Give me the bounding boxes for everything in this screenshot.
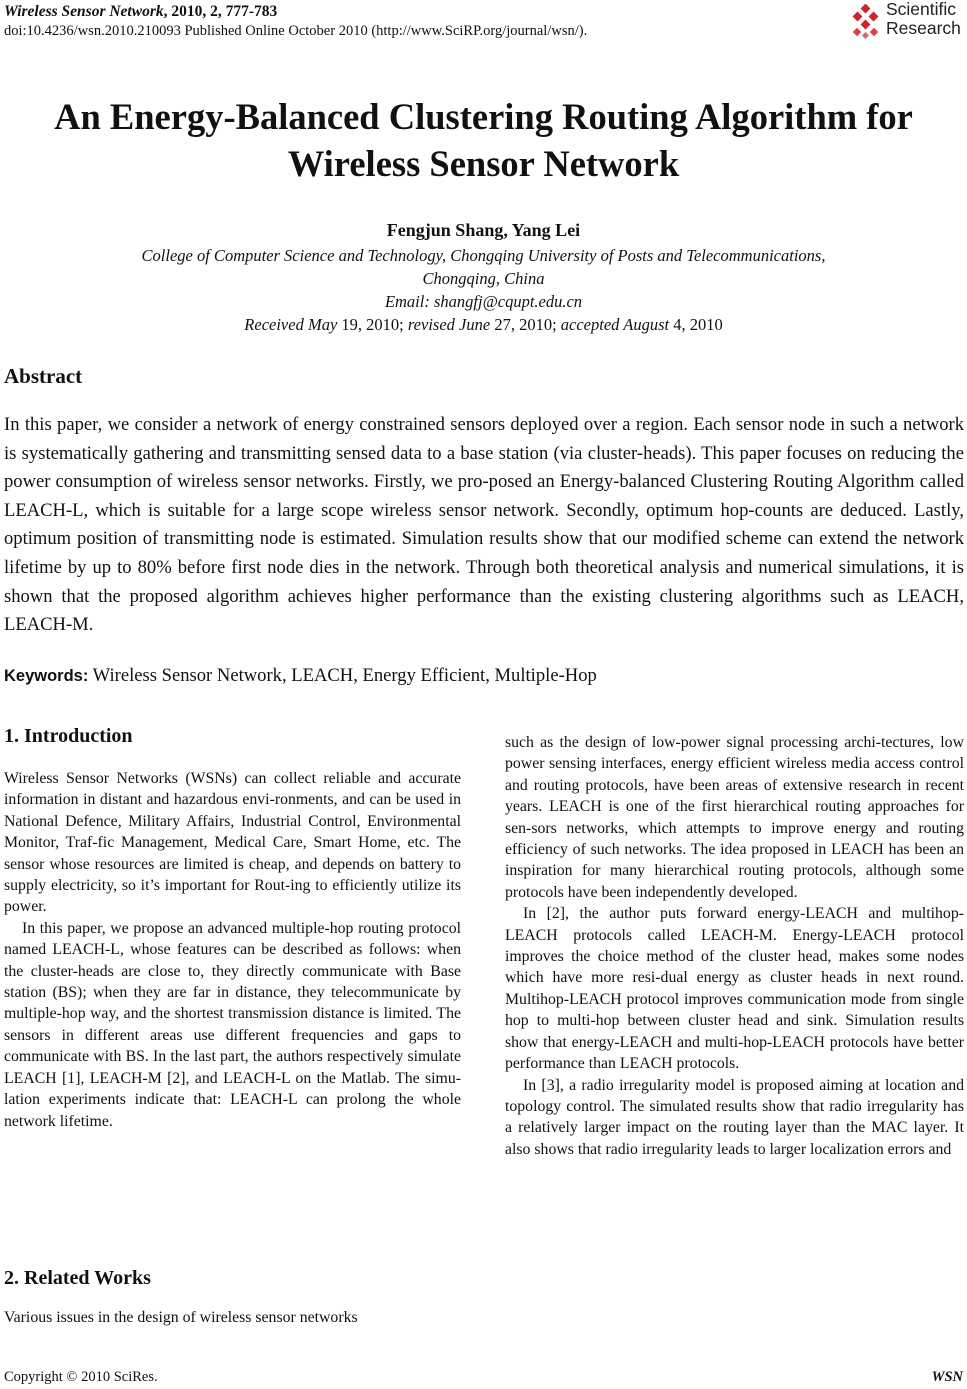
- received-date: 19, 2010;: [337, 315, 408, 334]
- logo-text-line1: Scientific: [886, 0, 957, 19]
- paragraph: In [3], a radio irregularity model is proposed aiming at location and topology control. The simulated results show that radio irregularity has a relatively larger impact on the routing layer than the MAC layer. It also shows that radio irregularity leads to larger localization errors and: [505, 1076, 964, 1158]
- journal-volume: , 2010, 2, 777-783: [163, 3, 278, 20]
- accepted-label: accepted August: [560, 315, 670, 334]
- revised-label: revised June: [407, 315, 491, 334]
- copyright-footer: Copyright © 2010 SciRes.: [4, 1369, 158, 1385]
- abstract-heading: Abstract: [4, 364, 83, 388]
- doi-line: doi:10.4236/wsn.2010.210093 Published Online October 2010 (http://www.SciRP.org/journal/wsn/).: [4, 23, 588, 39]
- paragraph: In [2], the author puts forward energy-LEACH and multihop-LEACH protocols called LEACH-M. Energy-LEACH protocol improves the choice method of the cluster head, makes some nodes which have more resi-dual energy as cluster heads in next round. Multihop-LEACH protocol improves communication mode from single hop to multi-hop between cluster head and sink. Simulation results show that energy-LEACH and multi-hop-LEACH protocols have better performance than LEACH protocols.: [505, 905, 964, 1073]
- affiliation-block: [0, 244, 967, 336]
- logo-text: [886, 0, 961, 38]
- dates-line: [0, 313, 967, 336]
- affiliation-line-2: Chongqing, China: [422, 269, 545, 288]
- paragraph: Various issues in the design of wireless sensor networks: [4, 1309, 358, 1326]
- publisher-logo: [848, 0, 966, 42]
- paragraph: Wireless Sensor Networks (WSNs) can collect reliable and accurate information in distant and hazardous envi-ronments, and can be used in National Defence, Military Affairs, Industrial Control, Environmental Monitor, Traf-fic Management, Medical Care, Smart Home, etc. The sensor whose resources are limited is cheap, and depends on battery to supply electricity, so it’s important for Rout-ing to efficiently utilize its power.: [4, 770, 461, 916]
- journal-abbreviation: WSN: [931, 1369, 963, 1385]
- email-line: [0, 290, 967, 313]
- section-heading-introduction: 1. Introduction: [4, 725, 133, 747]
- keywords-text: Wireless Sensor Network, LEACH, Energy Efficient, Multiple-Hop: [88, 665, 597, 686]
- received-label: Received May: [244, 315, 338, 334]
- paragraph: In this paper, we propose an advanced multiple-hop routing protocol named LEACH-L, whose features can be described as follows: when the cluster-heads are close to, they directly communicate with Base station (BS); when they are far in distance, they telecommunicate by multiple-hop way, and the shortest transmission distance is limited. The sensors in different areas use different frequencies and gaps to communicate with BS. In the last part, the authors respectively simulate LEACH [1], LEACH-M [2], and LEACH-L on the Matlab. The simu-lation experiments indicate that: LEACH-L can prolong the whole network lifetime.: [4, 919, 461, 1130]
- section-heading-related-works: 2. Related Works: [4, 1267, 151, 1289]
- paper-title: [0, 93, 967, 187]
- logo-text-line2: Research: [886, 18, 961, 38]
- paragraph: such as the design of low-power signal processing archi-tectures, low power sensing interfaces, energy efficient wireless media access control and routing protocols, have been areas of extensive research in recent years. LEACH is one of the first hierarchical routing approaches for sen-sors networks, which attempts to improve energy and routing efficiency of such networks. The idea proposed in LEACH has been an inspiration for many hierarchical routing protocols, although some protocols have been independently developed.: [505, 734, 964, 901]
- title-line-1: An Energy-Balanced Clustering Routing Algorithm for: [54, 96, 913, 137]
- title-line-2: Wireless Sensor Network: [287, 143, 680, 184]
- email-label: Email: [384, 292, 425, 311]
- email-address: : shangfj@cqupt.edu.cn: [424, 292, 583, 311]
- revised-date: 27, 2010;: [490, 315, 561, 334]
- abstract-text: In this paper, we consider a network of energy constrained sensors deployed over a region. Each sensor node in such a network is systematically gathering and transmitting sensed data to a base station (via cluster-heads). This paper focuses on reducing the power consumption of wireless sensor networks. Firstly, we pro-posed an Energy-balanced Clustering Routing Algorithm called LEACH-L, which is suitable for a large scope wireless sensor network. Secondly, optimum hop-counts are deduced. Lastly, optimum position of transmitting node is estimated. Simulation results show that our modified scheme can extend the network lifetime by up to 80% before first node dies in the network. Through both theoretical analysis and numerical simulations, it is shown that the proposed algorithm achieves higher performance than the existing clustering algorithms such as LEACH, LEACH-M.: [4, 414, 964, 636]
- journal-header: [4, 2, 277, 22]
- column-2-body: [505, 732, 964, 1160]
- authors: Fengjun Shang, Yang Lei: [386, 220, 581, 240]
- related-works-body: [4, 1307, 461, 1328]
- keywords: [4, 664, 964, 688]
- introduction-body: [4, 768, 461, 1132]
- affiliation-line-1: College of Computer Science and Technology, Chongqing University of Posts and Telecommunications,: [141, 246, 826, 265]
- journal-name: Wireless Sensor Network: [4, 3, 164, 20]
- keywords-label: Keywords:: [4, 667, 89, 685]
- accepted-date: 4, 2010: [669, 315, 723, 334]
- scirp-logo-icon: [848, 4, 884, 40]
